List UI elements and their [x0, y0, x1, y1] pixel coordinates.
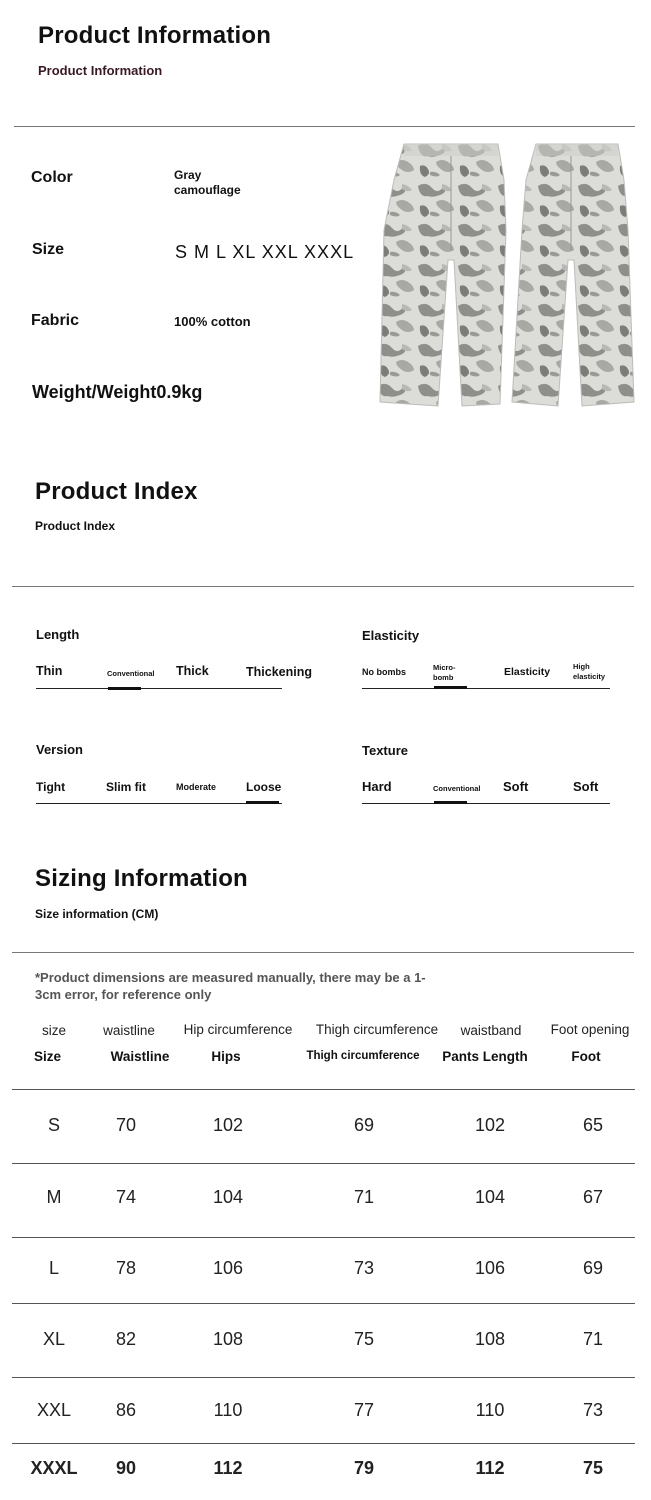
product-index-heading: Product Index — [35, 478, 198, 505]
measurement-note-line2: 3cm error, for reference only — [35, 987, 212, 1002]
size-value: S M L XL XXL XXXL — [175, 242, 355, 262]
col-header-foot: Foot — [571, 1049, 601, 1064]
version-title: Version — [36, 742, 83, 757]
length-title: Length — [36, 627, 80, 642]
elasticity-title: Elasticity — [362, 628, 420, 643]
cell-waistline: 82 — [115, 1329, 137, 1349]
divider — [12, 952, 634, 953]
version-option-slim-fit: Slim fit — [106, 780, 147, 794]
length-selected-marker — [108, 687, 141, 690]
texture-option-soft-2: Soft — [573, 779, 599, 794]
elasticity-selected-marker — [434, 686, 467, 689]
cell-hips: 108 — [212, 1329, 244, 1349]
measurement-note-line1: *Product dimensions are measured manually, there may be a 1- — [35, 970, 426, 985]
cell-waistline: 70 — [115, 1115, 137, 1135]
cell-pants-length: 104 — [474, 1187, 506, 1207]
cell-thigh: 73 — [353, 1258, 375, 1278]
cell-foot: 71 — [582, 1329, 604, 1349]
color-value-line1: Gray — [174, 168, 202, 182]
cell-foot: 69 — [582, 1258, 604, 1278]
cell-pants-length: 112 — [475, 1458, 505, 1478]
divider — [12, 586, 634, 587]
cell-pants-length: 102 — [474, 1115, 506, 1135]
version-selected-marker — [246, 801, 279, 804]
cell-waistline: 90 — [115, 1458, 137, 1478]
version-option-tight: Tight — [36, 780, 66, 794]
sizing-subheading: Size information (CM) — [35, 907, 159, 921]
elasticity-option-high: High — [573, 662, 590, 671]
table-row-rule — [12, 1163, 635, 1164]
texture-scale-line — [362, 803, 610, 804]
cell-thigh: 75 — [353, 1329, 375, 1349]
product-index-subheading: Product Index — [35, 519, 116, 533]
col-header-foot-opening-light: Foot opening — [550, 1022, 630, 1037]
cell-size: XL — [42, 1329, 66, 1349]
cell-pants-length: 108 — [474, 1329, 506, 1349]
fabric-value: 100% cotton — [174, 314, 251, 329]
elasticity-scale-line — [362, 688, 610, 689]
elasticity-option-no-bombs: No bombs — [362, 667, 406, 677]
col-header-waistband-light: waistband — [460, 1023, 522, 1038]
version-option-loose: Loose — [246, 780, 282, 794]
texture-option-conventional: Conventional — [433, 784, 481, 793]
cell-thigh: 77 — [353, 1400, 375, 1420]
texture-option-soft: Soft — [503, 779, 529, 794]
color-label: Color — [31, 169, 73, 186]
cell-thigh: 69 — [353, 1115, 375, 1135]
cell-thigh: 79 — [353, 1458, 375, 1478]
cell-size: XXXL — [30, 1458, 78, 1478]
cell-waistline: 78 — [115, 1258, 137, 1278]
col-header-pants-length: Pants Length — [442, 1049, 528, 1064]
cell-hips: 112 — [213, 1458, 243, 1478]
table-header-rule — [12, 1089, 635, 1090]
cell-waistline: 74 — [115, 1187, 137, 1207]
cell-size: S — [47, 1115, 60, 1135]
length-option-thickening: Thickening — [246, 665, 312, 679]
size-label: Size — [32, 241, 65, 258]
col-header-size-light: size — [41, 1023, 66, 1038]
table-row-rule — [12, 1303, 635, 1304]
length-option-thick: Thick — [176, 664, 209, 678]
cell-foot: 75 — [582, 1458, 604, 1478]
cell-size: XXL — [36, 1400, 72, 1420]
elasticity-option-micro: Micro- — [433, 663, 456, 672]
weight-label: Weight/Weight0.9kg — [32, 382, 203, 402]
col-header-waistline: Waistline — [110, 1049, 170, 1064]
texture-option-hard: Hard — [362, 779, 392, 794]
col-header-thigh: Thigh circumference — [306, 1050, 420, 1062]
cell-hips: 110 — [213, 1400, 243, 1420]
elasticity-option-elasticity-high: elasticity — [573, 672, 606, 681]
elasticity-option-elasticity: Elasticity — [504, 666, 551, 678]
cell-pants-length: 106 — [474, 1258, 506, 1278]
cell-foot: 67 — [582, 1187, 604, 1207]
product-image — [376, 140, 640, 410]
cell-thigh: 71 — [353, 1187, 375, 1207]
col-header-size: Size — [34, 1049, 62, 1064]
texture-selected-marker — [434, 801, 467, 804]
texture-title: Texture — [362, 743, 408, 758]
cell-size: M — [46, 1187, 62, 1207]
cell-foot: 73 — [582, 1400, 604, 1420]
pants-back-image — [512, 144, 634, 406]
fabric-label: Fabric — [31, 312, 80, 329]
col-header-hip-light: Hip circumference — [183, 1022, 293, 1037]
col-header-thigh-light: Thigh circumference — [315, 1022, 439, 1037]
length-option-thin: Thin — [36, 664, 63, 678]
product-info-subheading: Product Information — [38, 63, 163, 78]
col-header-hips: Hips — [211, 1049, 241, 1064]
table-row-rule — [12, 1237, 635, 1238]
length-option-conventional: Conventional — [107, 669, 155, 678]
sizing-heading: Sizing Information — [35, 865, 248, 892]
cell-size: L — [48, 1258, 59, 1278]
cell-foot: 65 — [582, 1115, 604, 1135]
length-scale-line — [36, 688, 282, 689]
pants-front-image — [380, 144, 506, 406]
elasticity-option-bomb: bomb — [433, 673, 454, 682]
cell-waistline: 86 — [115, 1400, 137, 1420]
cell-hips: 104 — [212, 1187, 244, 1207]
color-value-line2: camouflage — [174, 183, 241, 197]
table-row-rule — [12, 1443, 635, 1444]
cell-hips: 102 — [212, 1115, 244, 1135]
product-info-heading: Product Information — [38, 22, 272, 49]
col-header-waistline-light: waistline — [103, 1023, 155, 1038]
version-option-moderate: Moderate — [176, 782, 217, 792]
cell-pants-length: 110 — [475, 1400, 505, 1420]
cell-hips: 106 — [212, 1258, 244, 1278]
divider — [14, 126, 635, 127]
table-row-rule — [12, 1377, 635, 1378]
